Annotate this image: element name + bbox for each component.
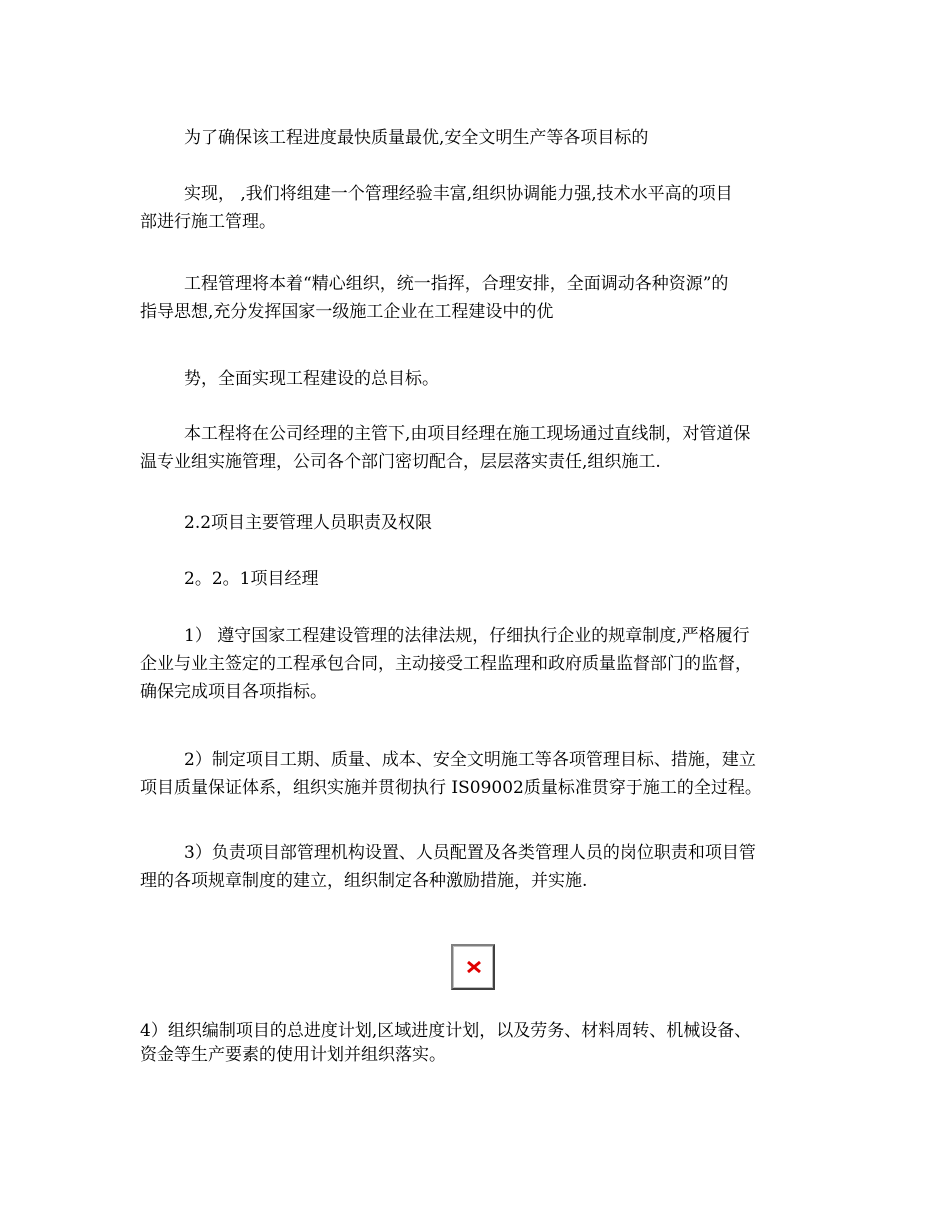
text-line: 2。2。1项目经理	[184, 569, 319, 589]
text-line: 实现， ,我们将组建一个管理经验丰富,组织协调能力强,技术水平高的项目	[184, 184, 733, 204]
text-line: 确保完成项目各项指标。	[140, 682, 327, 702]
section-heading-2-2	[140, 509, 820, 537]
text-line: 势，全面实现工程建设的总目标。	[184, 369, 439, 389]
text-line: 理的各项规章制度的建立，组织制定各种激励措施，并实施.	[140, 871, 588, 891]
text-line: 项目质量保证体系，组织实施并贯彻执行 IS09002质量标准贯穿于施工的全过程。	[140, 778, 762, 798]
paragraph-realization	[140, 180, 820, 236]
text-line: 2.2项目主要管理人员职责及权限	[184, 513, 433, 533]
text-line: 本工程将在公司经理的主管下,由项目经理在施工现场通过直线制，对管道保	[184, 424, 751, 444]
text-line: 资金等生产要素的使用计划并组织落实。	[140, 1045, 446, 1065]
paragraph-organization	[140, 420, 820, 476]
list-item-2	[140, 746, 820, 802]
text-line: 3）负责项目部管理机构设置、人员配置及各类管理人员的岗位职责和项目管	[184, 843, 756, 863]
section-heading-2-2-1	[140, 565, 820, 593]
list-item-3	[140, 839, 820, 895]
text-line: 温专业组实施管理，公司各个部门密切配合，层层落实责任,组织施工.	[140, 452, 661, 472]
text-line: 企业与业主签定的工程承包合同，主动接受工程监理和政府质量监督部门的监督，	[140, 654, 752, 674]
paragraph-management-principle	[140, 270, 820, 326]
text-line: 指导思想,充分发挥国家一级施工企业在工程建设中的优	[140, 302, 554, 322]
list-item-1	[140, 622, 820, 706]
paragraph-overall-goal	[140, 365, 820, 393]
text-line: 4）组织编制项目的总进度计划,区域进度计划，以及劳务、材料周转、机械设备、	[140, 1021, 752, 1041]
text-line: 1） 遵守国家工程建设管理的法律法规，仔细执行企业的规章制度,严格履行	[184, 626, 750, 646]
text-line: 部进行施工管理。	[140, 212, 276, 232]
text-line: 工程管理将本着“精心组织，统一指挥，合理安排，全面调动各种资源”的	[184, 274, 729, 294]
paragraph-intro	[140, 124, 820, 152]
text-line: 2）制定项目工期、质量、成本、安全文明施工等各项管理目标、措施，建立	[184, 750, 756, 770]
list-item-4	[140, 1019, 820, 1067]
broken-image-placeholder	[451, 944, 495, 990]
text-line: 为了确保该工程进度最快质量最优,安全文明生产等各项目标的	[184, 128, 649, 148]
